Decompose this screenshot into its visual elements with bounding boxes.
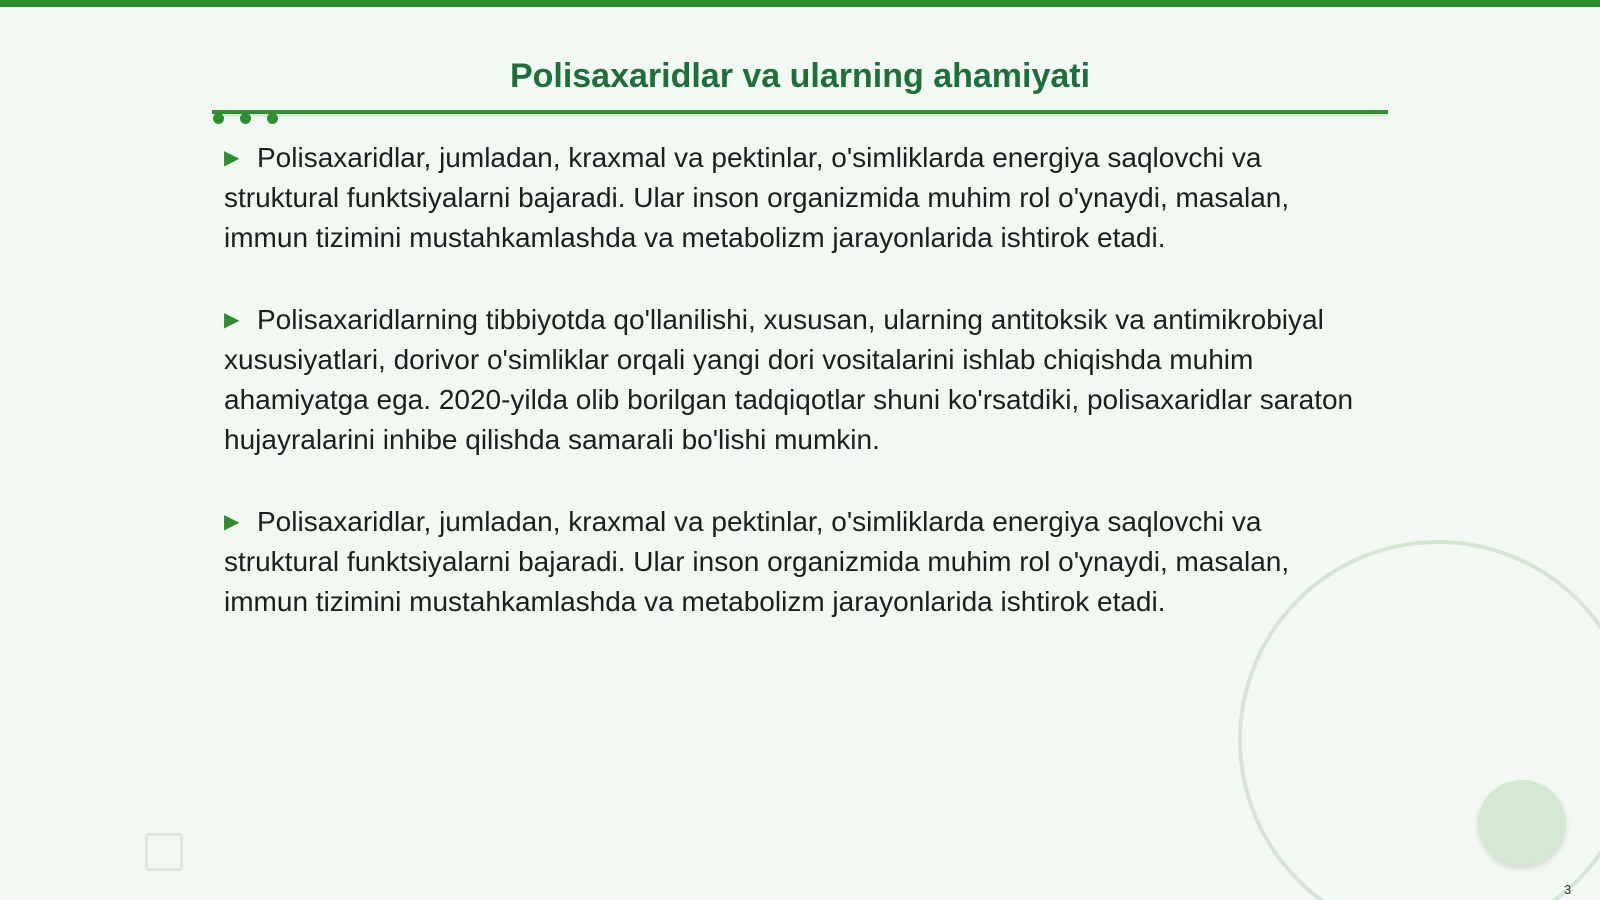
- bullet-arrow-icon: ▶: [224, 147, 240, 169]
- bullet-item: [224, 502, 1374, 622]
- bullet-text: Polisaxaridlar, jumladan, kraxmal va pektinlar, o'simliklarda energiya saqlovchi va struktural funktsiyalarni bajaradi. Ular inson organizmida muhim rol o'ynaydi, masalan, immun tizimini mustahkamlashda va metabolizm jarayonlarida ishtirok etadi.: [224, 142, 1290, 253]
- decor-dot: [240, 113, 251, 124]
- slide-title: Polisaxaridlar va ularning ahamiyati: [509, 57, 1091, 95]
- bullet-text: Polisaxaridlar, jumladan, kraxmal va pektinlar, o'simliklarda energiya saqlovchi va struktural funktsiyalarni bajaradi. Ular inson organizmida muhim rol o'ynaydi, masalan, immun tizimini mustahkamlashda va metabolizm jarayonlarida ishtirok etadi.: [224, 506, 1290, 617]
- bullet-arrow-icon: ▶: [224, 511, 240, 533]
- bullet-arrow-icon: ▶: [224, 309, 240, 331]
- bullet-item: [224, 300, 1374, 460]
- decor-dot: [213, 113, 224, 124]
- decor-dot: [267, 113, 278, 124]
- bullet-text: Polisaxaridlarning tibbiyotda qo'llanilishi, xususan, ularning antitoksik va antimikrobiyal xususiyatlari, dorivor o'simliklar orqali yangi dori vositalarini ishlab chiqishda muhim ahamiyatga ega. 2020-yilda olib borilgan tadqiqotlar shuni ko'rsatdiki, polisaxaridlar saraton hujayralarini inhibe qilishda samarali bo'lishi mumkin.: [224, 304, 1354, 455]
- title-underline: [212, 110, 1388, 114]
- top-accent-bar: [0, 0, 1600, 7]
- page-number: 3: [1564, 882, 1572, 897]
- decor-circle-filled: [1478, 780, 1566, 866]
- bullet-list: [224, 138, 1374, 664]
- bullet-item: [224, 138, 1374, 258]
- decor-square: [145, 833, 183, 871]
